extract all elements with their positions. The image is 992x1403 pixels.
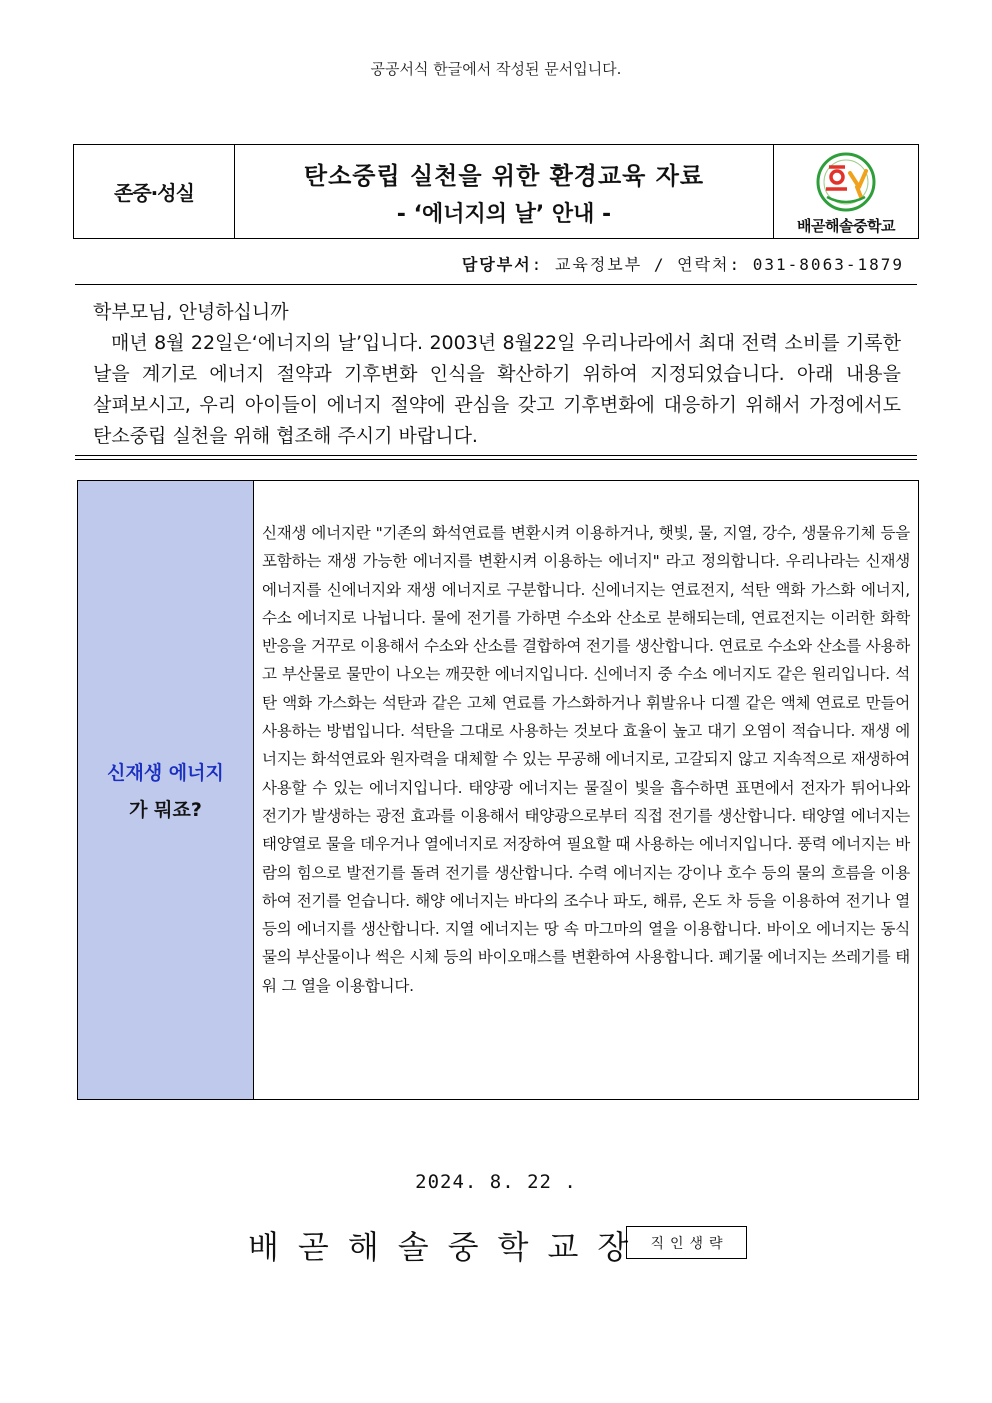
info-box-label-line: 신재생 에너지	[107, 762, 224, 784]
document-subtitle: - ‘에너지의 날’ 안내 -	[396, 201, 612, 227]
school-emblem-icon	[813, 151, 879, 213]
document-date: 2024. 8. 22 .	[415, 1171, 577, 1193]
info-box-label-line: 가 뭐죠?	[129, 799, 202, 821]
school-logo	[774, 145, 918, 238]
info-box	[77, 480, 919, 1100]
school-logo-name: 배곧해솔중학교	[797, 217, 895, 235]
school-motto: 존중·성실	[74, 145, 235, 238]
divider	[75, 284, 917, 285]
intro-line: 살펴보시고, 우리 아이들이 에너지 절약에 관심을 갖고 기후변화에 대응하기 위해서 가정에서도	[93, 394, 901, 416]
greeting: 학부모님, 안녕하십니까	[93, 301, 289, 323]
double-divider	[75, 455, 917, 460]
title-block	[235, 145, 774, 238]
department-name: 교육정보부	[554, 255, 643, 274]
phone-label: 연락처	[677, 255, 730, 274]
intro-line: 매년 8월 22일은‘에너지의 날’입니다. 2003년 8월22일 우리나라에서 최대 전력 소비를 기록한	[111, 332, 901, 354]
document-title: 탄소중립 실천을 위한 환경교육 자료	[303, 161, 705, 190]
intro-paragraph	[93, 297, 901, 452]
principal-signature: 배곧해솔중학교장	[248, 1228, 648, 1266]
top-notice: 공공서식 한글에서 작성된 문서입니다.	[370, 60, 622, 78]
seal-omitted-box: 직인생략	[626, 1226, 747, 1259]
info-box-body: 신재생 에너지란 "기존의 화석연료를 변환시켜 이용하거나, 햇빛, 물, 지열, 강수, 생물유기체 등을 포함하는 재생 가능한 에너지를 변환시켜 이용하는 에너지" 라고 정의합니다. 우리나라는 신재생 에너지를 신에너지와 재생 에너지로 구분합니다. 신에너지는 연료전지, 석탄 액화 가스화 에너지, 수소 에너지로 나뉩니다. 물에 전기를 가하면 수소와 산소로 분해되는데, 연료전지는 이러한 화학 반응을 거꾸로 이용해서 수소와 산소를 결합하여 전기를 생산합니다. 연료로 수소와 산소를 사용하고 부산물로 물만이 나오는 깨끗한 에너지입니다. 신에너지 중 수소 에너지도 같은 원리입니다. 석탄 액화 가스화는 석탄과 같은 고체 연료를 가스화하거나 휘발유나 디젤 같은 액체 연료로 만들어 사용하는 방법입니다. 석탄을 그대로 사용하는 것보다 효율이 높고 대기 오염이 적습니다. 재생 에너지는 화석연료와 원자력을 대체할 수 있는 무공해 에너지로, 고갈되지 않고 지속적으로 재생하여 사용할 수 있는 에너지입니다. 태양광 에너지는 물질이 빛을 흡수하면 표면에서 전자가 튀어나와 전기가 발생하는 광전 효과를 이용해서 태양광으로부터 직접 전기를 생산합니다. 태양열 에너지는 태양열로 물을 데우거나 열에너지로 저장하여 필요할 때 사용하는 에너지입니다. 풍력 에너지는 바람의 힘으로 발전기를 돌려 전기를 생산합니다. 수력 에너지는 강이나 호수 등의 물의 흐름을 이용하여 전기를 얻습니다. 해양 에너지는 바다의 조수나 파도, 해류, 온도 차 등을 이용하여 전기나 열 등의 에너지를 생산합니다. 지열 에너지는 땅 속 마그마의 열을 이용합니다. 바이오 에너지는 동식물의 부산물이나 썩은 시체 등의 바이오매스를 변환하여 사용합니다. 폐기물 에너지는 쓰레기를 태워 그 열을 이용합니다.	[262, 524, 910, 995]
phone-number: 031-8063-1879	[752, 255, 904, 274]
contact-line: 담당부서: 교육정보부 / 연락처: 031-8063-1879	[461, 255, 904, 274]
department-label: 담당부서	[461, 255, 532, 274]
intro-line: 탄소중립 실천을 위해 협조해 주시기 바랍니다.	[93, 425, 478, 447]
document-header	[73, 144, 919, 239]
intro-line: 날을 계기로 에너지 절약과 기후변화 인식을 확산하기 위하여 지정되었습니다. 아래 내용을	[93, 363, 901, 385]
info-box-label	[78, 481, 254, 1099]
